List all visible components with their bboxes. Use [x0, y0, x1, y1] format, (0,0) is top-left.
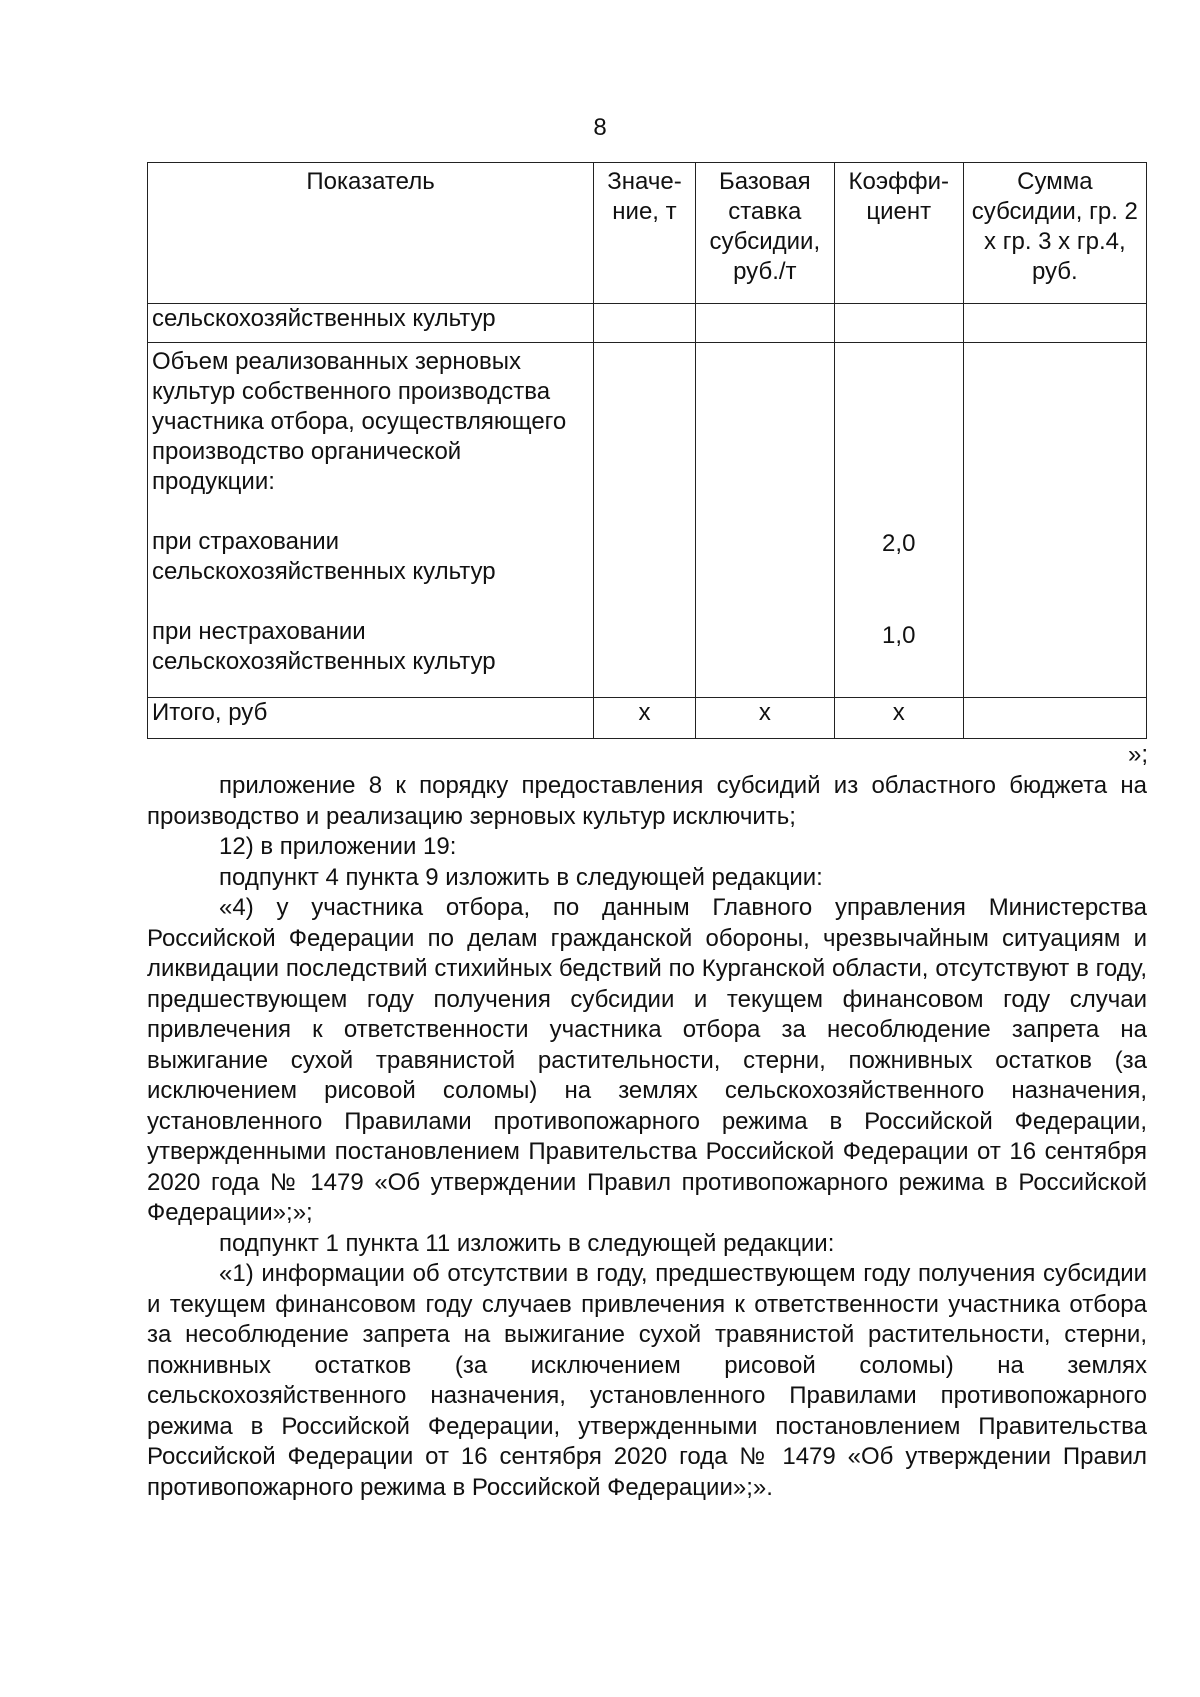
total-base-rate: х	[695, 698, 834, 739]
item2-label: при нестраховании сельскохозяйственных культур	[152, 618, 496, 675]
table-row	[148, 343, 1147, 698]
empty-cell	[695, 304, 834, 343]
table-row	[148, 304, 1147, 343]
header-coefficient: Коэффи-циент	[834, 163, 963, 304]
empty-cell	[594, 343, 696, 698]
block-indicator-cell	[148, 343, 594, 698]
subsidy-table	[147, 162, 1147, 739]
total-coefficient: х	[834, 698, 963, 739]
empty-cell	[594, 304, 696, 343]
paragraph: 12) в приложении 19:	[219, 833, 457, 860]
header-sum: Сумма субсидии, гр. 2 х гр. 3 х гр.4, руб.	[963, 163, 1146, 304]
paragraph: «1) информации об отсутствии в году, предшествующем году получения субсидии и текущем финансовом году случаев привлечения к ответственности участника отбора за несоблюдение запрета на выжигание сухой травянистой растительности, стерни, пожнивных остатков (за исключением рисовой соломы) на землях сельскохозяйственного назначения, установленного Правилами противопожарного режима в Российской Федерации, утвержденными постановлением Правительства Российской Федерации от 16 сентября 2020 года № 1479 «Об утверждении Правил противопожарного режима в Российской Федерации»;».	[147, 1260, 1147, 1501]
table-total-row	[148, 698, 1147, 739]
header-base-rate: Базовая ставка субсидии, руб./т	[695, 163, 834, 304]
header-indicator: Показатель	[148, 163, 594, 304]
total-value: х	[594, 698, 696, 739]
closing-quote: »;	[1127, 741, 1148, 768]
empty-cell	[695, 343, 834, 698]
page-number: 8	[593, 114, 607, 141]
paragraph: подпункт 4 пункта 9 изложить в следующей редакции:	[219, 863, 823, 891]
body-text	[147, 771, 1147, 1503]
item2-coefficient: 1,0	[882, 622, 916, 649]
empty-cell	[963, 343, 1146, 698]
total-sum-empty	[963, 698, 1146, 739]
paragraph: приложение 8 к порядку предоставления субсидий из областного бюджета на производство и реализацию зерновых культур исключить;	[147, 772, 1147, 830]
item1-coefficient: 2,0	[882, 530, 916, 557]
item1-label: при страховании сельскохозяйственных культур	[152, 528, 496, 585]
total-label: Итого, руб	[148, 698, 594, 739]
table-header-row	[148, 163, 1147, 304]
block-title: Объем реализованных зерновых культур собственного производства участника отбора, осуществляющего производство органической продукции:	[152, 348, 567, 495]
empty-cell	[834, 304, 963, 343]
continuation-cell: сельскохозяйственных культур	[148, 304, 594, 343]
header-value: Значе-ние, т	[594, 163, 696, 304]
empty-cell	[963, 304, 1146, 343]
paragraph: подпункт 1 пункта 11 изложить в следующей редакции:	[219, 1229, 835, 1257]
paragraph: «4) у участника отбора, по данным Главного управления Министерства Российской Федерации по делам гражданской обороны, чрезвычайным ситуациям и ликвидации последствий стихийных бедствий по Курганской области, отсутствуют в году, предшествующем году получения субсидии и текущем финансовом году случаи привлечения к ответственности участника отбора за несоблюдение запрета на выжигание сухой травянистой растительности, стерни, пожнивных остатков (за исключением рисовой соломы) на землях сельскохозяйственного назначения, установленного Правилами противопожарного режима в Российской Федерации, утвержденными постановлением Правительства Российской Федерации от 16 сентября 2020 года № 1479 «Об утверждении Правил противопожарного режима в Российской Федерации»;»;	[147, 894, 1147, 1226]
coefficient-cell	[834, 343, 963, 698]
